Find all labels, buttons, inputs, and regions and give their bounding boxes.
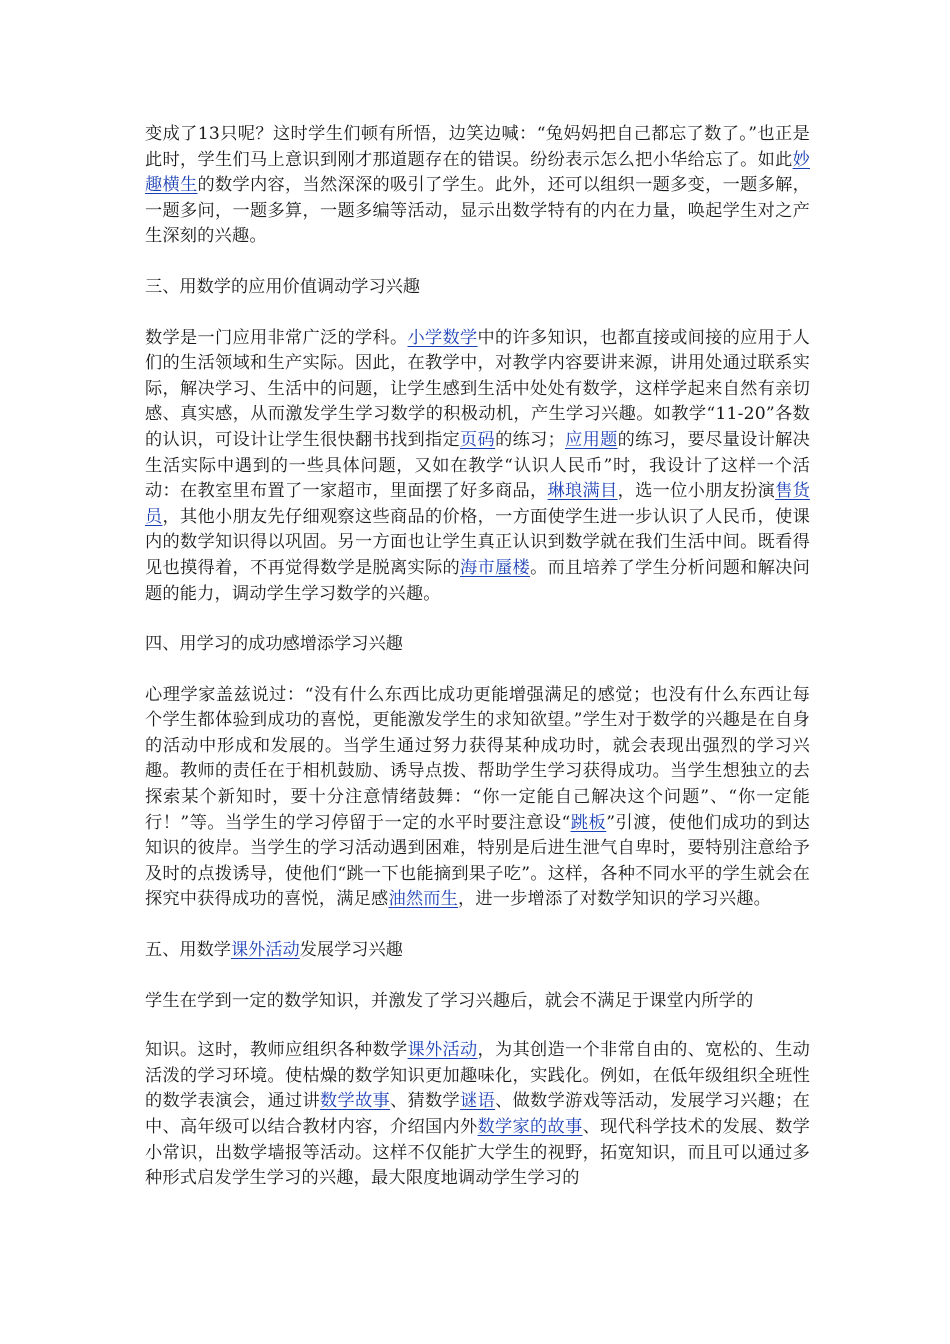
link-text[interactable]: 海市蜃楼 (460, 557, 531, 578)
text-run: 四、用学习的成功感增添学习兴趣 (145, 634, 403, 655)
section-heading-4 (145, 632, 810, 658)
text-run: 中的许多知识，也都直接或间接的应用于人们的生活领域和生产实际。因此，在教学中，对教学内容要讲来源，讲用处通过联系实际，解决学习、生活中的问题，让学生感到生活中处处有数学，这样学起来自然有亲切感、真实感，从而激发学生学习数学的积极动机，产生学习兴趣。如教学“11-20”各数的认识，可设计让学生很快翻书找到指定 (145, 327, 810, 450)
paragraph-3 (145, 683, 810, 913)
text-run: 的练习； (495, 429, 565, 450)
text-run: ，进一步增添了对数学知识的学习兴趣。 (458, 889, 771, 910)
text-run: ”引渡，使他们成功的到达知识的彼岸。当学生的学习活动遇到困难，特别是后进生泄气自卑时，要特别注意给予及时的点拨诱导，使他们“跳一下也能摘到果子吃”。这样，各种不同水平的学生就会在探究中获得成功的喜悦，满足感 (145, 812, 810, 910)
text-run: ，选一位小朋友扮演 (617, 481, 776, 502)
paragraph-2 (145, 326, 810, 608)
document-page (145, 122, 810, 1192)
text-run: 知识。这时，教师应组织各种数学 (145, 1040, 408, 1061)
link-text[interactable]: 课外活动 (407, 1040, 478, 1061)
paragraph-4 (145, 989, 810, 1015)
text-run: 五、用数学 (145, 940, 231, 961)
text-run: 三、用数学的应用价值调动学习兴趣 (145, 276, 421, 297)
text-run: 学生在学到一定的数学知识，并激发了学习兴趣后，就会不满足于课堂内所学的 (145, 990, 754, 1011)
link-text[interactable]: 谜语 (460, 1091, 496, 1112)
link-text[interactable]: 数学故事 (320, 1091, 391, 1112)
link-text[interactable]: 妙趣横生 (145, 149, 810, 196)
link-text[interactable]: 售货员 (145, 481, 810, 527)
paragraph-5 (145, 1038, 810, 1192)
text-run: 的数学内容，当然深深的吸引了学生。此外，还可以组织一题多变，一题多解，一题多问，一题多算，一题多编等活动，显示出数学特有的内在力量，唤起学生对之产生深刻的兴趣。 (145, 175, 810, 247)
link-text[interactable]: 数学家的故事 (477, 1117, 583, 1137)
text-run: 心理学家盖兹说过：“没有什么东西比成功更能增强满足的感觉；也没有什么东西让每个学生都体验到成功的喜悦，更能激发学生的求知欲望。”学生对于数学的兴趣是在自身的活动中形成和发展的。当学生通过努力获得某种成功时，就会表现出强烈的学习兴趣。教师的责任在于相机鼓励、诱导点拨、帮助学生学习获得成功。当学生想独立的去探索某个新知时，要十分注意情绪鼓舞：“你一定能自己解决这个问题”、“你一定能行！”等。当学生的学习停留于一定的水平时要注意设“ (145, 684, 810, 833)
paragraph-1 (145, 122, 810, 250)
link-text[interactable]: 小学数学 (407, 327, 478, 348)
text-run: 数学是一门应用非常广泛的学科。 (145, 327, 408, 348)
text-run: 发展学习兴趣 (299, 940, 403, 961)
link-text[interactable]: 油然而生 (388, 889, 458, 910)
link-text[interactable]: 跳板 (570, 812, 607, 833)
text-run: 变成了13只呢？这时学生们顿有所悟，边笑边喊：“兔妈妈把自己都忘了数了。”也正是此时，学生们马上意识到刚才那道题存在的错误。纷纷表示怎么把小华给忘了。如此 (145, 124, 810, 170)
text-run: 、猜数学 (390, 1091, 461, 1112)
text-run: 、现代科学技术的发展、数学小常识，出数学墙报等活动。这样不仅能扩大学生的视野，拓宽知识，而且可以通过多种形式启发学生学习的兴趣，最大限度地调动学生学习的 (145, 1117, 810, 1189)
link-text[interactable]: 应用题 (564, 429, 618, 450)
section-heading-3 (145, 275, 810, 301)
section-heading-5 (145, 938, 810, 964)
text-run: 的练习，要尽量设计解决生活实际中遇到的一些具体问题，又如在教学“认识人民币”时，我设计了这样一个活动：在教室里布置了一家超市，里面摆了好多商品， (145, 429, 811, 502)
text-run: ，为其创造一个非常自由的、宽松的、生动活泼的学习环境。使枯燥的数学知识更加趣味化，实践化。例如，在低年级组织全班性的数学表演会，通过讲 (145, 1040, 810, 1112)
link-text[interactable]: 课外活动 (230, 940, 300, 961)
text-run: 。而且培养了学生分析问题和解决问题的能力，调动学生学习数学的兴趣。 (145, 557, 810, 604)
link-text[interactable]: 琳琅满目 (547, 481, 618, 502)
text-run: 、做数学游戏等活动，发展学习兴趣；在中、高年级可以结合教材内容，介绍国内外 (145, 1091, 810, 1137)
text-run: ，其他小朋友先仔细观察这些商品的价格，一方面使学生进一步认识了人民币，使课内的数学知识得以巩固。另一方面也让学生真正认识到数学就在我们生活中间。既看得见也摸得着，不再觉得数学是脱离实际的 (145, 506, 811, 578)
link-text[interactable]: 页码 (460, 429, 496, 450)
